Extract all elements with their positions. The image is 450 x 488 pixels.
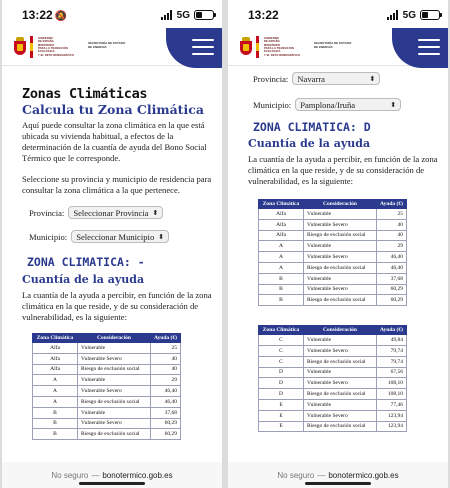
table-cell: Riesgo de exclusión social bbox=[304, 295, 377, 306]
table-cell: 79,74 bbox=[377, 356, 407, 367]
table-cell: 60,29 bbox=[151, 418, 181, 429]
table-header-row bbox=[259, 326, 407, 335]
table-cell: C bbox=[259, 345, 304, 356]
table-cell: 67,56 bbox=[377, 367, 407, 378]
table-cell: Riesgo de exclusión social bbox=[78, 396, 151, 407]
table-cell: D bbox=[259, 378, 304, 389]
table-cell: B bbox=[259, 295, 304, 306]
table-row bbox=[259, 378, 407, 389]
table-cell: Vulnerable Severo bbox=[304, 345, 377, 356]
table-row bbox=[259, 356, 407, 367]
table-row bbox=[33, 407, 181, 418]
provincia-label: Provincia: bbox=[253, 73, 289, 84]
zona-climatica-heading: ZONA CLIMATICA: - bbox=[27, 255, 145, 269]
municipio-select[interactable]: Pamplona/Iruña ⬍ bbox=[295, 98, 401, 111]
table-cell: Vulnerable bbox=[304, 241, 377, 252]
chevron-updown-icon: ⬍ bbox=[390, 100, 397, 109]
coat-of-arms-icon bbox=[238, 37, 254, 57]
table-cell: B bbox=[33, 407, 78, 418]
table-cell: 60,29 bbox=[377, 284, 407, 295]
government-logo[interactable] bbox=[238, 36, 308, 58]
table-cell: B bbox=[33, 418, 78, 429]
table-cell: Riesgo de exclusión social bbox=[78, 429, 151, 440]
site-header bbox=[228, 30, 448, 66]
secretaria-logo-text: SECRETARÍA DE ESTADO DE ENERGÍA bbox=[88, 41, 126, 49]
table-cell: 60,29 bbox=[377, 295, 407, 306]
table-cell: Vulnerable bbox=[304, 335, 377, 346]
status-time: 13:22 bbox=[22, 8, 53, 22]
table-header-cell: Ayuda (€) bbox=[151, 334, 181, 343]
network-type: 5G bbox=[402, 9, 416, 21]
table-cell: A bbox=[33, 386, 78, 397]
main-content bbox=[228, 66, 448, 432]
table-row bbox=[259, 252, 407, 263]
table-header-cell: Ayuda (€) bbox=[377, 200, 407, 209]
table-cell: Vulnerable bbox=[78, 343, 151, 354]
battery-icon bbox=[420, 10, 440, 20]
aid-table-c-d-e bbox=[258, 325, 407, 432]
table-cell: 60,29 bbox=[151, 429, 181, 440]
table-row bbox=[259, 230, 407, 241]
cellular-signal-icon bbox=[387, 10, 398, 20]
site-header bbox=[2, 30, 222, 66]
table-row bbox=[259, 335, 407, 346]
table-cell: B bbox=[259, 284, 304, 295]
chevron-updown-icon: ⬍ bbox=[369, 74, 376, 83]
table-row bbox=[259, 295, 407, 306]
table-cell: Alfa bbox=[33, 343, 78, 354]
page-subtitle: Calcula tu Zona Climática bbox=[22, 102, 204, 117]
provincia-row bbox=[29, 206, 222, 219]
table-cell: 40 bbox=[151, 364, 181, 375]
table-header-cell: Zona Climática bbox=[259, 326, 304, 335]
zona-climatica-heading: ZONA CLIMATICA: D bbox=[253, 120, 371, 134]
hamburger-menu-icon[interactable] bbox=[192, 39, 214, 55]
table-cell: E bbox=[259, 399, 304, 410]
table-header-cell: Consideración bbox=[78, 334, 151, 343]
table-cell: D bbox=[259, 389, 304, 400]
table-cell: Riesgo de exclusión social bbox=[78, 364, 151, 375]
municipio-row bbox=[253, 98, 448, 111]
ministry-logo-text: GOBIERNO DE ESPAÑA MINISTERIO PARA LA TRANSICIÓN ECOLÓGICA Y EL RETO DEMOGRÁFICO bbox=[264, 37, 301, 57]
ministry-logo-text: GOBIERNO DE ESPAÑA MINISTERIO PARA LA TRANSICIÓN ECOLÓGICA Y EL RETO DEMOGRÁFICO bbox=[38, 37, 75, 57]
municipio-label: Municipio: bbox=[29, 231, 68, 242]
table-cell: 123,94 bbox=[377, 410, 407, 421]
table-header-cell: Consideración bbox=[304, 326, 377, 335]
table-row bbox=[259, 410, 407, 421]
network-type: 5G bbox=[176, 9, 190, 21]
instructions-text: Seleccione su provincia y municipio de residencia para consultar la zona climática a la que pertenece. bbox=[22, 174, 212, 195]
status-time: 13:22 bbox=[248, 8, 279, 22]
mute-bell-icon: 🔕 bbox=[54, 11, 68, 22]
cuantia-heading: Cuantía de la ayuda bbox=[22, 273, 145, 286]
table-cell: 29 bbox=[151, 375, 181, 386]
table-cell: 123,94 bbox=[377, 421, 407, 432]
aid-table bbox=[32, 333, 181, 440]
spain-flag-icon bbox=[256, 36, 259, 58]
table-cell: 46,40 bbox=[377, 252, 407, 263]
table-cell: 40 bbox=[377, 219, 407, 230]
table-cell: Vulnerable Severo bbox=[304, 219, 377, 230]
cuantia-text: La cuantía de la ayuda a percibir, en función de la zona climática en la que reside, y de su consideración de vulnerabilidad, es la siguiente: bbox=[248, 154, 438, 186]
table-header-cell: Zona Climática bbox=[33, 334, 78, 343]
table-cell: 46,40 bbox=[377, 262, 407, 273]
table-row bbox=[33, 353, 181, 364]
table-cell: 25 bbox=[151, 343, 181, 354]
table-header-row bbox=[259, 200, 407, 209]
page-title: Zonas Climáticas bbox=[22, 86, 148, 102]
table-cell: Vulnerable Severo bbox=[304, 410, 377, 421]
table-row bbox=[259, 241, 407, 252]
table-cell: Vulnerable Severo bbox=[78, 353, 151, 364]
table-cell: Alfa bbox=[259, 209, 304, 220]
phone-screen-left bbox=[2, 0, 222, 488]
table-row bbox=[259, 399, 407, 410]
table-cell: Riesgo de exclusión social bbox=[304, 389, 377, 400]
battery-icon bbox=[194, 10, 214, 20]
table-header-cell: Zona Climática bbox=[259, 200, 304, 209]
table-header-row bbox=[33, 334, 181, 343]
table-cell: Vulnerable bbox=[78, 375, 151, 386]
chevron-updown-icon: ⬍ bbox=[152, 208, 159, 217]
table-cell: 37,68 bbox=[377, 273, 407, 284]
status-bar bbox=[2, 0, 222, 30]
table-cell: Alfa bbox=[33, 353, 78, 364]
secretaria-logo-text: SECRETARÍA DE ESTADO DE ENERGÍA bbox=[314, 41, 352, 49]
table-cell: 40 bbox=[377, 230, 407, 241]
url-text: bonotermico.gob.es bbox=[102, 470, 173, 480]
table-cell: Alfa bbox=[259, 219, 304, 230]
table-row bbox=[259, 209, 407, 220]
insecure-warning: No seguro bbox=[277, 470, 315, 480]
table-cell: Vulnerable Severo bbox=[304, 252, 377, 263]
table-cell: A bbox=[259, 252, 304, 263]
table-cell: A bbox=[33, 375, 78, 386]
table-cell: 37,68 bbox=[151, 407, 181, 418]
table-cell: Alfa bbox=[259, 230, 304, 241]
table-cell: C bbox=[259, 356, 304, 367]
table-row bbox=[259, 284, 407, 295]
table-cell: 79,74 bbox=[377, 345, 407, 356]
chevron-updown-icon: ⬍ bbox=[158, 232, 165, 241]
table-cell: Vulnerable bbox=[78, 407, 151, 418]
government-logo[interactable] bbox=[12, 36, 82, 58]
table-row bbox=[259, 345, 407, 356]
table-cell: Vulnerable Severo bbox=[304, 378, 377, 389]
table-header-cell: Ayuda (€) bbox=[377, 326, 407, 335]
cuantia-text: La cuantía de la ayuda a percibir, en función de la zona climática en la que reside, y de su consideración de vulnerabilidad, es la siguiente: bbox=[22, 290, 212, 322]
phone-screen-right bbox=[228, 0, 448, 488]
home-indicator[interactable] bbox=[79, 482, 145, 485]
coat-of-arms-icon bbox=[12, 37, 28, 57]
table-row bbox=[33, 343, 181, 354]
table-cell: B bbox=[259, 273, 304, 284]
table-cell: C bbox=[259, 335, 304, 346]
table-cell: Vulnerable bbox=[304, 209, 377, 220]
table-row bbox=[33, 375, 181, 386]
table-row bbox=[259, 367, 407, 378]
table-cell: D bbox=[259, 367, 304, 378]
table-cell: Riesgo de exclusión social bbox=[304, 230, 377, 241]
municipio-row bbox=[29, 230, 222, 243]
provincia-label: Provincia: bbox=[29, 207, 65, 218]
table-cell: Vulnerable bbox=[304, 399, 377, 410]
table-cell: Vulnerable bbox=[304, 367, 377, 378]
table-cell: Riesgo de exclusión social bbox=[304, 356, 377, 367]
table-cell: Alfa bbox=[33, 364, 78, 375]
aid-table-alfa-a-b bbox=[258, 199, 407, 306]
table-row bbox=[259, 421, 407, 432]
insecure-warning: No seguro bbox=[51, 470, 89, 480]
table-cell: Vulnerable Severo bbox=[78, 386, 151, 397]
table-cell: Riesgo de exclusión social bbox=[304, 262, 377, 273]
table-row bbox=[259, 262, 407, 273]
browser-address-bar[interactable]: No seguro — bonotermico.gob.es bbox=[2, 462, 222, 488]
spain-flag-icon bbox=[30, 36, 33, 58]
table-cell: 108,10 bbox=[377, 378, 407, 389]
table-row bbox=[259, 219, 407, 230]
table-cell: 25 bbox=[377, 209, 407, 220]
browser-address-bar[interactable]: No seguro — bonotermico.gob.es bbox=[228, 462, 448, 488]
table-cell: 49,84 bbox=[377, 335, 407, 346]
status-bar bbox=[228, 0, 448, 30]
home-indicator[interactable] bbox=[305, 482, 371, 485]
table-cell: E bbox=[259, 410, 304, 421]
municipio-label: Municipio: bbox=[253, 99, 292, 110]
table-row bbox=[259, 389, 407, 400]
table-cell: A bbox=[259, 262, 304, 273]
table-cell: 108,10 bbox=[377, 389, 407, 400]
table-row bbox=[33, 386, 181, 397]
cellular-signal-icon bbox=[161, 10, 172, 20]
provincia-select[interactable]: Seleccionar Provincia ⬍ bbox=[68, 206, 163, 219]
table-cell: 46,40 bbox=[151, 386, 181, 397]
table-row bbox=[33, 418, 181, 429]
table-cell: 46,40 bbox=[151, 396, 181, 407]
provincia-row bbox=[253, 72, 448, 85]
table-row bbox=[33, 364, 181, 375]
municipio-select[interactable]: Seleccionar Municipio ⬍ bbox=[71, 230, 169, 243]
table-cell: E bbox=[259, 421, 304, 432]
table-cell: 40 bbox=[151, 353, 181, 364]
table-cell: Vulnerable Severo bbox=[78, 418, 151, 429]
table-row bbox=[259, 273, 407, 284]
table-row bbox=[33, 396, 181, 407]
main-content bbox=[2, 66, 222, 440]
url-text: bonotermico.gob.es bbox=[328, 470, 399, 480]
intro-text: Aquí puede consultar la zona climática en la que está ubicada su vivienda habitual, a efectos de la determinación de la cuantía de ayuda del Bono Social Térmico que le corresponde. bbox=[22, 120, 207, 163]
provincia-select[interactable]: Navarra ⬍ bbox=[292, 72, 380, 85]
table-header-cell: Consideración bbox=[304, 200, 377, 209]
table-cell: 29 bbox=[377, 241, 407, 252]
table-cell: Vulnerable bbox=[304, 273, 377, 284]
table-cell: 77,46 bbox=[377, 399, 407, 410]
table-cell: A bbox=[33, 396, 78, 407]
table-cell: A bbox=[259, 241, 304, 252]
cuantia-heading: Cuantía de la ayuda bbox=[248, 137, 371, 150]
table-cell: Vulnerable Severo bbox=[304, 284, 377, 295]
table-row bbox=[33, 429, 181, 440]
hamburger-menu-icon[interactable] bbox=[418, 39, 440, 55]
table-cell: Riesgo de exclusión social bbox=[304, 421, 377, 432]
table-cell: B bbox=[33, 429, 78, 440]
